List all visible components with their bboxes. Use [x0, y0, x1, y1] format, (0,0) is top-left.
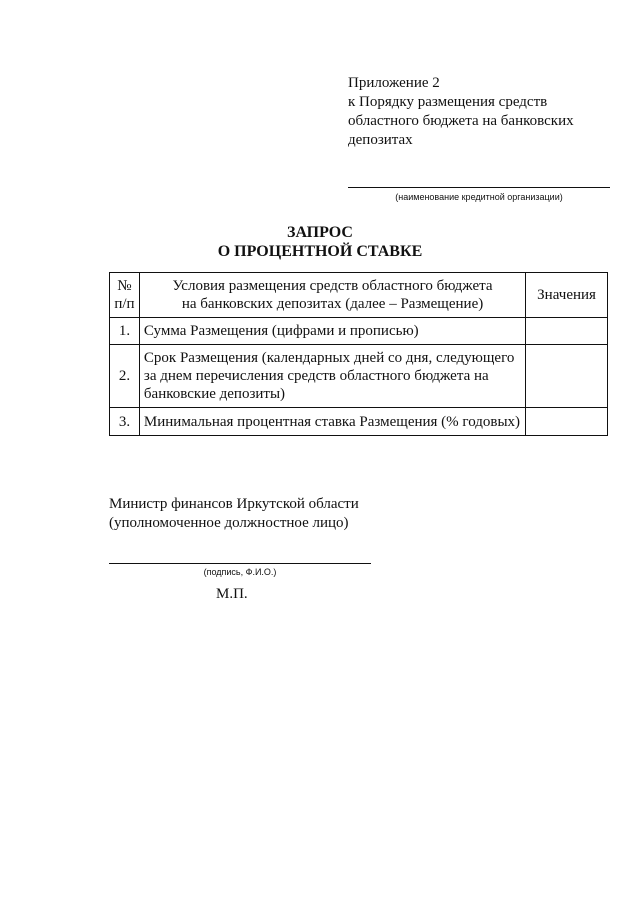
row-number: 2.	[110, 345, 140, 408]
header-number-cell	[110, 273, 140, 318]
row-condition	[139, 345, 525, 408]
document-title: ЗАПРОС	[287, 224, 353, 241]
request-table	[109, 272, 608, 436]
organization-name-line	[348, 187, 610, 188]
row-condition-line: Срок Размещения (календарных дней со дня, следующего	[143, 350, 515, 366]
document-subtitle: О ПРОЦЕНТНОЙ СТАВКЕ	[217, 243, 423, 260]
header-number-sublabel: п/п	[114, 296, 135, 312]
table-header-row	[110, 273, 608, 318]
row-number: 3.	[110, 408, 140, 436]
row-value	[526, 408, 608, 436]
row-number: 1.	[110, 318, 140, 345]
row-value	[526, 345, 608, 408]
appendix-line-4: депозитах	[348, 132, 413, 148]
header-number-label: №	[117, 278, 132, 294]
header-conditions-line-2: на банковских депозитах (далее – Размещение)	[181, 296, 484, 312]
table-row	[110, 318, 608, 345]
row-value	[526, 318, 608, 345]
row-condition-line: за днем перечисления средств областного бюджета на	[143, 368, 489, 384]
row-condition	[139, 408, 525, 436]
header-values-cell	[526, 273, 608, 318]
appendix-block	[348, 74, 611, 150]
signer-position: Министр финансов Иркутской области	[109, 496, 359, 512]
appendix-line-3: областного бюджета на банковских	[348, 113, 574, 129]
signer-role-note: (уполномоченное должностное лицо)	[109, 515, 349, 531]
appendix-line-2: к Порядку размещения средств	[348, 94, 548, 110]
row-condition-line: Сумма Размещения (цифрами и прописью)	[143, 323, 419, 339]
signature-caption: (подпись, Ф.И.О.)	[203, 567, 277, 577]
header-conditions-cell	[139, 273, 525, 318]
organization-name-caption: (наименование кредитной организации)	[395, 192, 563, 202]
row-condition	[139, 318, 525, 345]
table-row	[110, 345, 608, 408]
signer-block	[109, 495, 359, 533]
header-conditions-line-1: Условия размещения средств областного бюджета	[172, 278, 493, 294]
appendix-title: Приложение 2	[348, 75, 440, 91]
row-condition-line: банковские депозиты)	[143, 386, 286, 402]
row-condition-line: Минимальная процентная ставка Размещения (% годовых)	[143, 413, 521, 430]
table-row	[110, 408, 608, 436]
header-values-label: Значения	[537, 287, 596, 303]
signature-line	[109, 563, 371, 564]
stamp-placeholder: М.П.	[216, 586, 248, 602]
